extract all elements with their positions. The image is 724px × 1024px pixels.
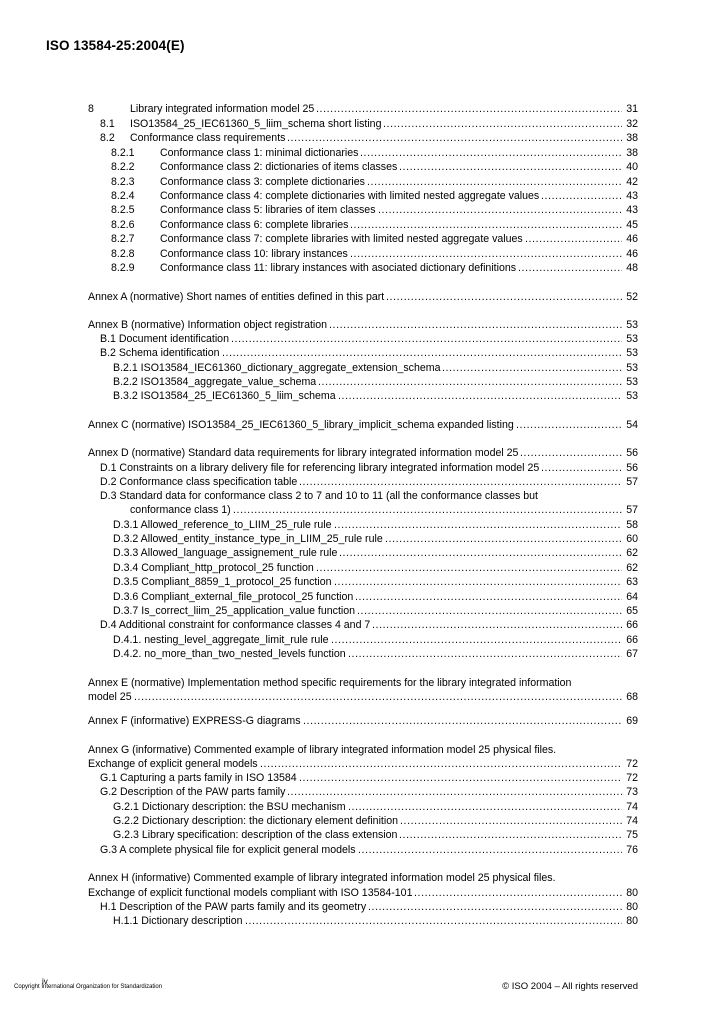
toc-leader-dots: [518, 261, 622, 275]
toc-entry-page: 72: [626, 772, 638, 784]
toc-entry-title: Annex H (informative) Commented example of library integrated information model 25 physical files.: [88, 872, 556, 884]
toc-entry[interactable]: [0, 475, 724, 489]
toc-entry[interactable]: [0, 785, 724, 799]
toc-leader-dots: [367, 175, 622, 189]
toc-leader-dots: [260, 757, 622, 771]
toc-entry[interactable]: [0, 532, 724, 546]
toc-entry-title: G.2 Description of the PAW parts family: [100, 786, 286, 798]
document-header: ISO 13584-25:2004(E): [46, 38, 185, 53]
toc-entry-title: G.2.1 Dictionary description: the BSU mechanism: [113, 801, 346, 813]
toc-entry-title: Annex A (normative) Short names of entities defined in this part: [88, 291, 385, 303]
page-number: iv: [42, 977, 48, 986]
toc-leader-dots: [329, 318, 622, 332]
toc-entry-title: G.1 Capturing a parts family in ISO 13584: [100, 772, 297, 784]
toc-entry-page: 65: [626, 605, 638, 617]
toc-leader-dots: [339, 546, 622, 560]
toc-entry[interactable]: [0, 117, 724, 131]
toc-entry[interactable]: [0, 546, 724, 560]
toc-entry-number: 8: [88, 103, 94, 115]
toc-entry[interactable]: [0, 146, 724, 160]
toc-entry-title: H.1.1 Dictionary description: [113, 915, 243, 927]
toc-entry[interactable]: [0, 489, 724, 503]
toc-entry-title: D.3.7 Is_correct_liim_25_application_value function: [113, 605, 356, 617]
toc-entry-number: 8.2.6: [111, 219, 135, 231]
toc-entry[interactable]: [0, 800, 724, 814]
toc-entry-page: 63: [626, 576, 638, 588]
toc-entry-title: Exchange of explicit general models: [88, 758, 258, 770]
toc-leader-dots: [442, 361, 622, 375]
toc-leader-dots: [355, 590, 622, 604]
toc-entry[interactable]: [0, 828, 724, 842]
toc-entry-page: 72: [626, 758, 638, 770]
toc-entry[interactable]: [0, 203, 724, 217]
toc-entry[interactable]: [0, 676, 724, 690]
toc-leader-dots: [516, 418, 622, 432]
toc-entry-title: H.1 Description of the PAW parts family and its geometry: [100, 901, 367, 913]
toc-entry-title: Conformance class 10: library instances: [160, 248, 348, 260]
toc-entry-page: 53: [626, 319, 638, 331]
toc-entry[interactable]: [0, 914, 724, 928]
toc-leader-dots: [245, 914, 622, 928]
toc-leader-dots: [372, 618, 622, 632]
toc-leader-dots: [525, 232, 622, 246]
toc-entry[interactable]: [0, 290, 724, 304]
toc-entry-page: 66: [626, 634, 638, 646]
toc-entry-page: 46: [626, 248, 638, 260]
toc-entry-title: G.3 A complete physical file for explicit general models: [100, 844, 356, 856]
toc-entry-page: 58: [626, 519, 638, 531]
toc-entry-title: Annex C (normative) ISO13584_25_IEC61360_5_library_implicit_schema expanded listing: [88, 419, 514, 431]
toc-entry[interactable]: [0, 743, 724, 757]
footer-left: [14, 977, 163, 990]
toc-entry-title: Annex G (informative) Commented example of library integrated information model 25 physical files.: [88, 744, 557, 756]
toc-entry-title: Conformance class requirements: [130, 132, 286, 144]
toc-entry-number: 8.2.9: [111, 262, 135, 274]
toc-entry[interactable]: [0, 843, 724, 857]
toc-entry-title: D.4 Additional constraint for conformance classes 4 and 7: [100, 619, 371, 631]
toc-entry[interactable]: [0, 633, 724, 647]
toc-entry-title: Annex E (normative) Implementation method specific requirements for the library integrated information: [88, 677, 572, 689]
toc-leader-dots: [350, 247, 622, 261]
toc-entry-title: Conformance class 3: complete dictionaries: [160, 176, 365, 188]
toc-entry-page: 42: [626, 176, 638, 188]
toc-entry-title: B.1 Document identification: [100, 333, 229, 345]
toc-entry[interactable]: [0, 102, 724, 116]
toc-entry[interactable]: [0, 757, 724, 771]
toc-entry-page: 45: [626, 219, 638, 231]
toc-entry-page: 74: [626, 801, 638, 813]
toc-leader-dots: [222, 346, 622, 360]
toc-entry-title: G.2.2 Dictionary description: the dictionary element definition: [113, 815, 399, 827]
toc-entry[interactable]: [0, 418, 724, 432]
toc-entry-title: ISO13584_25_IEC61360_5_liim_schema short listing: [130, 118, 382, 130]
toc-entry-page: 75: [626, 829, 638, 841]
toc-entry[interactable]: [0, 247, 724, 261]
toc-entry[interactable]: [0, 814, 724, 828]
toc-entry-page: 52: [626, 291, 638, 303]
toc-entry-page: 60: [626, 533, 638, 545]
toc-entry-page: 46: [626, 233, 638, 245]
toc-entry-number: 8.1: [100, 118, 115, 130]
toc-entry[interactable]: [0, 175, 724, 189]
toc-entry-page: 53: [626, 390, 638, 402]
toc-entry-title: Conformance class 2: dictionaries of items classes: [160, 161, 398, 173]
toc-entry-page: 80: [626, 887, 638, 899]
toc-entry-number: 8.2.7: [111, 233, 135, 245]
toc-leader-dots: [357, 604, 622, 618]
toc-entry[interactable]: [0, 714, 724, 728]
toc-entry[interactable]: [0, 375, 724, 389]
toc-entry-title: Conformance class 4: complete dictionaries with limited nested aggregate values: [160, 190, 540, 202]
toc-entry-title: D.3.2 Allowed_entity_instance_type_in_LIIM_25_rule rule: [113, 533, 383, 545]
toc-entry[interactable]: [0, 218, 724, 232]
toc-leader-dots: [368, 900, 622, 914]
toc-entry-title: B.2 Schema identification: [100, 347, 220, 359]
toc-leader-dots: [316, 102, 622, 116]
toc-entry-page: 43: [626, 204, 638, 216]
toc-entry-title: Conformance class 6: complete libraries: [160, 219, 349, 231]
toc-entry-number: 8.2: [100, 132, 115, 144]
toc-entry-title: D.3.3 Allowed_language_assignement_rule rule: [113, 547, 338, 559]
toc-entry[interactable]: [0, 346, 724, 360]
toc-leader-dots: [358, 843, 622, 857]
toc-entry-page: 69: [626, 715, 638, 727]
toc-leader-dots: [348, 647, 622, 661]
toc-entry-title: Conformance class 7: complete libraries with limited nested aggregate values: [160, 233, 523, 245]
toc-entry-title: Conformance class 5: libraries of item classes: [160, 204, 376, 216]
toc-entry[interactable]: [0, 618, 724, 632]
toc-entry-number: 8.2.3: [111, 176, 135, 188]
toc-entry-page: 57: [626, 476, 638, 488]
toc-entry[interactable]: [0, 590, 724, 604]
toc-entry[interactable]: [0, 647, 724, 661]
toc-entry[interactable]: [0, 690, 724, 704]
toc-entry[interactable]: [0, 561, 724, 575]
toc-entry-title: conformance class 1): [130, 504, 231, 516]
toc-leader-dots: [386, 290, 622, 304]
toc-leader-dots: [287, 131, 622, 145]
toc-entry-page: 62: [626, 547, 638, 559]
toc-leader-dots: [378, 203, 622, 217]
toc-entry-page: 73: [626, 786, 638, 798]
toc-entry-page: 40: [626, 161, 638, 173]
toc-leader-dots: [399, 160, 622, 174]
toc-entry-page: 54: [626, 419, 638, 431]
toc-leader-dots: [414, 886, 622, 900]
toc-entry[interactable]: [0, 503, 724, 517]
toc-leader-dots: [299, 475, 622, 489]
toc-leader-dots: [231, 332, 622, 346]
toc-entry-page: 64: [626, 591, 638, 603]
toc-leader-dots: [299, 771, 622, 785]
toc-entry[interactable]: [0, 575, 724, 589]
toc-entry[interactable]: [0, 232, 724, 246]
toc-leader-dots: [334, 575, 622, 589]
toc-entry-title: D.3.4 Compliant_http_protocol_25 function: [113, 562, 314, 574]
toc-entry-title: D.3.6 Compliant_external_file_protocol_25 function: [113, 591, 354, 603]
toc-leader-dots: [233, 503, 622, 517]
toc-entry[interactable]: [0, 189, 724, 203]
toc-entry-title: G.2.3 Library specification: description of the class extension: [113, 829, 398, 841]
toc-leader-dots: [331, 633, 622, 647]
toc-leader-dots: [287, 785, 622, 799]
toc-entry[interactable]: [0, 131, 724, 145]
toc-leader-dots: [399, 828, 622, 842]
toc-entry[interactable]: [0, 771, 724, 785]
toc-entry-number: 8.2.2: [111, 161, 135, 173]
toc-entry-page: 48: [626, 262, 638, 274]
toc-entry[interactable]: [0, 261, 724, 275]
toc-entry-title: D.4.1. nesting_level_aggregate_limit_rule rule: [113, 634, 329, 646]
toc-entry[interactable]: [0, 318, 724, 332]
toc-entry-page: 53: [626, 362, 638, 374]
toc-leader-dots: [350, 218, 622, 232]
toc-entry-page: 53: [626, 376, 638, 388]
toc-entry-page: 31: [626, 103, 638, 115]
toc-leader-dots: [316, 561, 622, 575]
toc-entry-title: Conformance class 11: library instances with asociated dictionary definitions: [160, 262, 517, 274]
toc-leader-dots: [520, 446, 622, 460]
toc-leader-dots: [541, 461, 622, 475]
toc-entry-page: 76: [626, 844, 638, 856]
toc-entry-page: 56: [626, 462, 638, 474]
toc-entry-page: 43: [626, 190, 638, 202]
toc-entry-page: 80: [626, 915, 638, 927]
toc-leader-dots: [541, 189, 622, 203]
toc-entry[interactable]: [0, 160, 724, 174]
toc-leader-dots: [338, 389, 622, 403]
toc-entry-number: 8.2.8: [111, 248, 135, 260]
toc-leader-dots: [334, 518, 622, 532]
toc-entry-title: Conformance class 1: minimal dictionaries: [160, 147, 359, 159]
toc-entry-page: 32: [626, 118, 638, 130]
toc-entry[interactable]: [0, 461, 724, 475]
toc-entry-page: 53: [626, 347, 638, 359]
toc-entry-title: B.3.2 ISO13584_25_IEC61360_5_liim_schema: [113, 390, 336, 402]
toc-entry[interactable]: [0, 886, 724, 900]
toc-entry[interactable]: [0, 332, 724, 346]
toc-entry-title: Exchange of explicit functional models compliant with ISO 13584-101: [88, 887, 413, 899]
toc-entry-title: B.2.1 ISO13584_IEC61360_dictionary_aggregate_extension_schema: [113, 362, 441, 374]
toc-leader-dots: [134, 690, 622, 704]
toc-entry-number: 8.2.5: [111, 204, 135, 216]
toc-entry-page: 67: [626, 648, 638, 660]
toc-leader-dots: [360, 146, 622, 160]
toc-entry-title: Annex D (normative) Standard data requirements for library integrated information model 25: [88, 447, 519, 459]
toc-entry-title: D.2 Conformance class specification table: [100, 476, 298, 488]
toc-entry-title: B.2.2 ISO13584_aggregate_value_schema: [113, 376, 317, 388]
toc-entry-page: 62: [626, 562, 638, 574]
toc-entry-page: 53: [626, 333, 638, 345]
toc-entry[interactable]: [0, 604, 724, 618]
toc-entry-page: 80: [626, 901, 638, 913]
toc-leader-dots: [348, 800, 622, 814]
toc-entry-page: 57: [626, 504, 638, 516]
toc-entry-title: D.4.2. no_more_than_two_nested_levels function: [113, 648, 346, 660]
toc-entry[interactable]: [0, 389, 724, 403]
toc-entry-page: 38: [626, 132, 638, 144]
toc-leader-dots: [400, 814, 622, 828]
toc-entry-title: Annex F (informative) EXPRESS-G diagrams: [88, 715, 301, 727]
toc-entry-page: 66: [626, 619, 638, 631]
toc-leader-dots: [383, 117, 622, 131]
toc-entry[interactable]: [0, 518, 724, 532]
toc-entry[interactable]: [0, 361, 724, 375]
toc-entry-title: D.1 Constraints on a library delivery file for referencing library integrated information model 25: [100, 462, 540, 474]
copyright-left: Copyright International Organization for Standardization: [14, 984, 163, 990]
toc-entry-title: Library integrated information model 25: [130, 103, 315, 115]
toc-leader-dots: [303, 714, 622, 728]
toc-entry-page: 68: [626, 691, 638, 703]
toc-entry-title: Annex B (normative) Information object registration: [88, 319, 328, 331]
copyright-right: © ISO 2004 – All rights reserved: [502, 981, 638, 992]
toc-entry-title: model 25: [88, 691, 132, 703]
toc-entry[interactable]: [0, 900, 724, 914]
toc-entry-page: 74: [626, 815, 638, 827]
toc-entry-page: 56: [626, 447, 638, 459]
toc-entry-title: D.3.1 Allowed_reference_to_LIIM_25_rule rule: [113, 519, 332, 531]
toc-leader-dots: [385, 532, 622, 546]
toc-entry-page: 38: [626, 147, 638, 159]
toc-entry-title: D.3.5 Compliant_8859_1_protocol_25 function: [113, 576, 332, 588]
toc-leader-dots: [318, 375, 622, 389]
toc-entry[interactable]: [0, 446, 724, 460]
toc-entry[interactable]: [0, 871, 724, 885]
toc-entry-title: D.3 Standard data for conformance class 2 to 7 and 10 to 11 (all the conformance classes but: [100, 490, 538, 502]
toc-entry-number: 8.2.1: [111, 147, 135, 159]
toc-entry-number: 8.2.4: [111, 190, 135, 202]
